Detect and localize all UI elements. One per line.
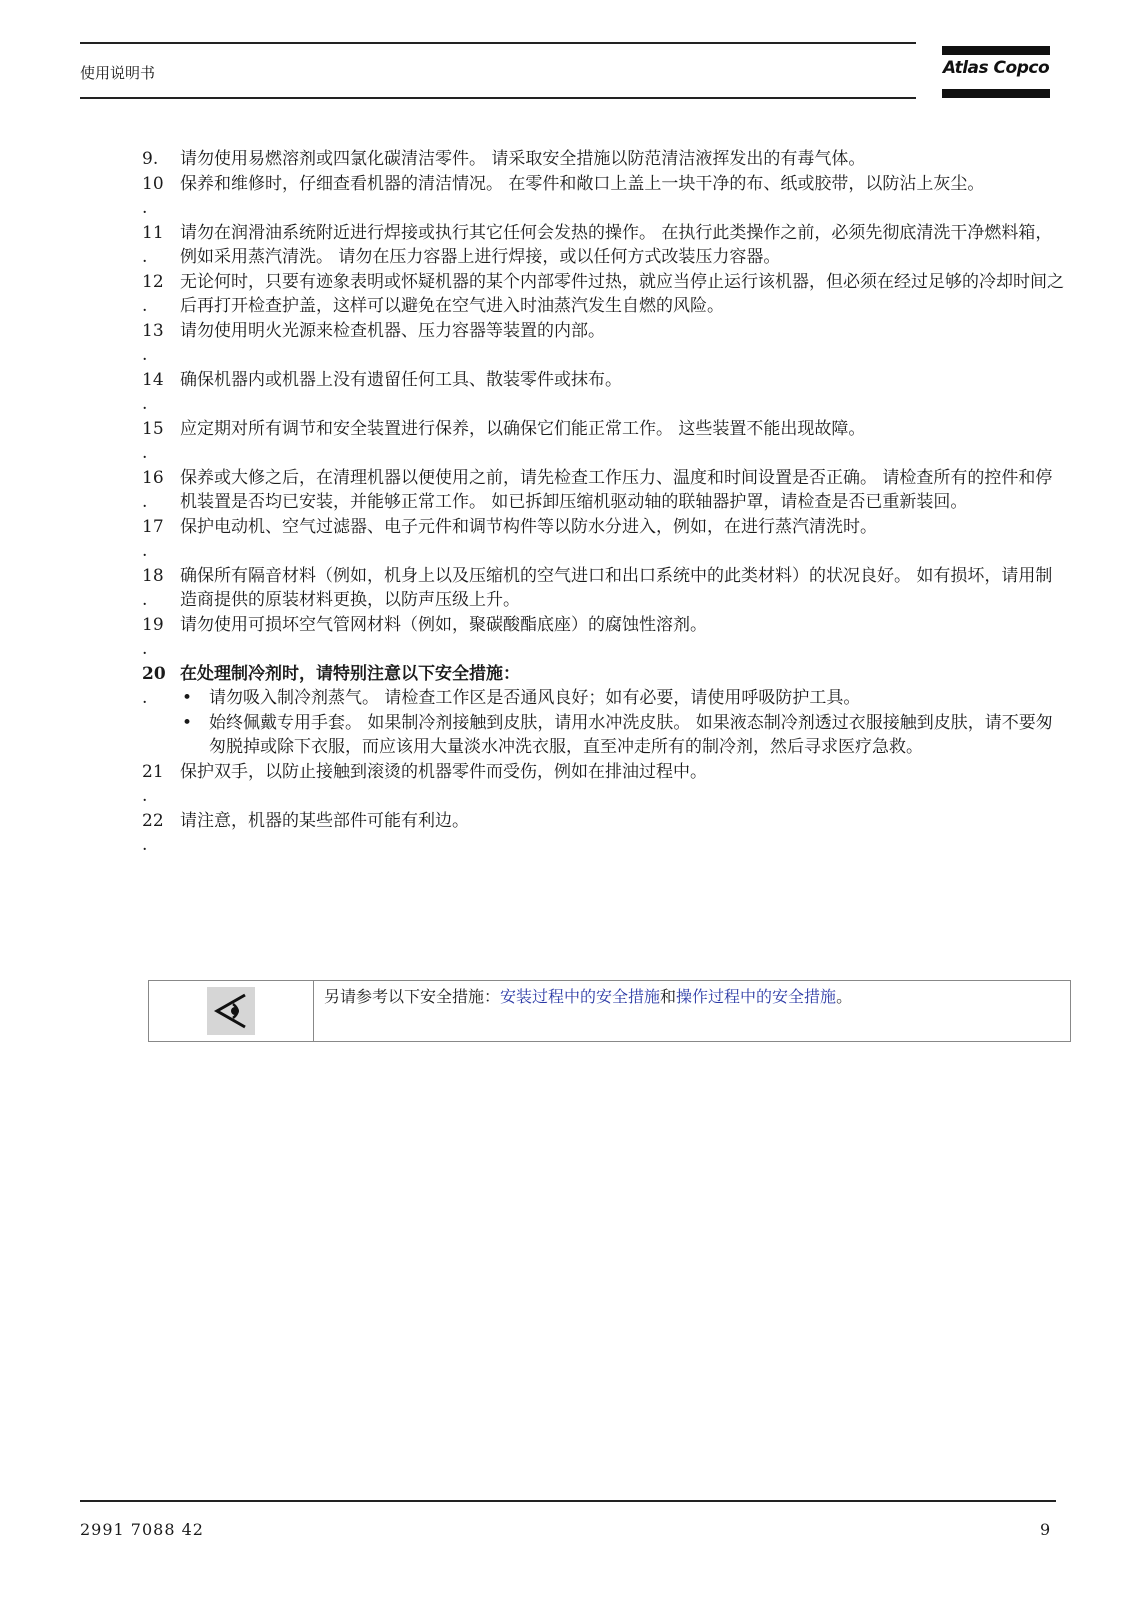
item-text: 请勿使用易燃溶剂或四氯化碳清洁零件。 请采取安全措施以防范清洁液挥发出的有毒气体。 bbox=[180, 149, 866, 169]
item-text: 应定期对所有调节和安全装置进行保养，以确保它们能正常工作。 这些装置不能出现故障。 bbox=[180, 418, 866, 439]
item-text: 保养或大修之后，在清理机器以便使用之前，请先检查工作压力、温度和时间设置是否正确。 请检查所有的控件和停机装置是否均已安装，并能够正常工作。 如已拆卸压缩机驱动轴的联轴器护罩，请检查是否已重新装回。 bbox=[180, 467, 1053, 512]
item-text: 请勿使用明火光源来检查机器、压力容器等装置的内部。 bbox=[180, 320, 605, 341]
item-text: 保护双手，以防止接触到滚烫的机器零件而受伤，例如在排油过程中。 bbox=[180, 761, 707, 782]
safety-precautions-list bbox=[142, 147, 1067, 858]
item-number: 17 . bbox=[142, 516, 164, 561]
list-item bbox=[142, 809, 1067, 858]
item-number: 9. bbox=[142, 149, 159, 169]
list-item bbox=[142, 417, 1067, 466]
item-number: 14 . bbox=[142, 369, 164, 414]
item-text: 确保所有隔音材料（例如，机身上以及压缩机的空气进口和出口系统中的此类材料）的状况良好。 如有损坏，请用制造商提供的原装材料更换，以防声压级上升。 bbox=[180, 565, 1053, 610]
item-number: 19 . bbox=[142, 614, 164, 659]
item-text: 无论何时，只要有迹象表明或怀疑机器的某个内部零件过热，就应当停止运行该机器，但必须在经过足够的冷却时间之后再打开检查护盖，这样可以避免在空气进入时油蒸汽发生自燃的风险。 bbox=[180, 271, 1064, 316]
atlas-copco-logo bbox=[942, 46, 1050, 101]
item-number: 21 . bbox=[142, 761, 164, 806]
footer-rule bbox=[80, 1500, 1056, 1502]
document-number: 2991 7088 42 bbox=[80, 1520, 204, 1539]
list-item bbox=[142, 147, 1067, 172]
bullet-item: • 请勿吸入制冷剂蒸气。 请检查工作区是否通风良好；如有必要，请使用呼吸防护工具。 bbox=[180, 686, 1067, 711]
eye-reference-icon bbox=[207, 987, 255, 1035]
logo-bottom-bar bbox=[942, 89, 1050, 98]
item-number: 22 . bbox=[142, 810, 164, 855]
reference-note-box bbox=[148, 980, 1071, 1042]
document-title: 使用说明书 bbox=[80, 64, 156, 82]
refrigerant-bullet-list bbox=[180, 686, 1067, 760]
header-top-rule bbox=[80, 42, 916, 44]
logo-wordmark: Atlas Copco bbox=[942, 58, 1050, 78]
list-item bbox=[142, 270, 1067, 319]
item-text: 请注意，机器的某些部件可能有利边。 bbox=[180, 810, 469, 831]
list-item-20 bbox=[142, 662, 1067, 760]
item-number: 15 . bbox=[142, 418, 164, 463]
list-item bbox=[142, 172, 1067, 221]
note-icon-cell bbox=[149, 981, 314, 1041]
item-text: 请勿使用可损坏空气管网材料（例如，聚碳酸酯底座）的腐蚀性溶剂。 bbox=[180, 614, 707, 635]
item-number: 11 . bbox=[142, 222, 164, 267]
list-item bbox=[142, 368, 1067, 417]
item-number: 12 . bbox=[142, 271, 164, 316]
item-number: 18 . bbox=[142, 565, 164, 610]
link-installation-safety[interactable]: 安装过程中的安全措施 bbox=[500, 987, 661, 1006]
page-number: 9 bbox=[1040, 1520, 1051, 1539]
bullet-item: • 始终佩戴专用手套。 如果制冷剂接触到皮肤，请用水冲洗皮肤。 如果液态制冷剂透过衣服接触到皮肤，请不要匆匆脱掉或除下衣服，而应该用大量淡水冲洗衣服，直至冲走所有的制冷剂，然后寻求医疗急救。 bbox=[180, 711, 1067, 760]
list-item bbox=[142, 515, 1067, 564]
item-text: 保护电动机、空气过滤器、电子元件和调节构件等以防水分进入，例如，在进行蒸汽清洗时。 bbox=[180, 516, 877, 537]
list-item bbox=[142, 221, 1067, 270]
item-number: 10 . bbox=[142, 173, 164, 218]
item-text: 确保机器内或机器上没有遗留任何工具、散装零件或抹布。 bbox=[180, 369, 622, 390]
list-item bbox=[142, 613, 1067, 662]
list-item bbox=[142, 564, 1067, 613]
item-text: 保养和维修时，仔细查看机器的清洁情况。 在零件和敞口上盖上一块干净的布、纸或胶带，以防沾上灰尘。 bbox=[180, 173, 985, 194]
refrigerant-heading: 在处理制冷剂时，请特别注意以下安全措施： bbox=[180, 663, 520, 684]
item-number: 16 . bbox=[142, 467, 164, 512]
header-bottom-rule bbox=[80, 97, 916, 99]
logo-top-bar bbox=[942, 46, 1050, 55]
item-number: 20 . bbox=[142, 663, 166, 708]
item-number: 13 . bbox=[142, 320, 164, 365]
link-operation-safety[interactable]: 操作过程中的安全措施 bbox=[676, 987, 837, 1006]
list-item bbox=[142, 319, 1067, 368]
list-item bbox=[142, 760, 1067, 809]
item-text: 请勿在润滑油系统附近进行焊接或执行其它任何会发热的操作。 在执行此类操作之前，必须先彻底清洗干净燃料箱，例如采用蒸汽清洗。 请勿在压力容器上进行焊接，或以任何方式改装压力容器。 bbox=[180, 222, 1053, 267]
note-text: 另请参考以下安全措施：安装过程中的安全措施和操作过程中的安全措施。 bbox=[324, 987, 853, 1006]
list-item bbox=[142, 466, 1067, 515]
